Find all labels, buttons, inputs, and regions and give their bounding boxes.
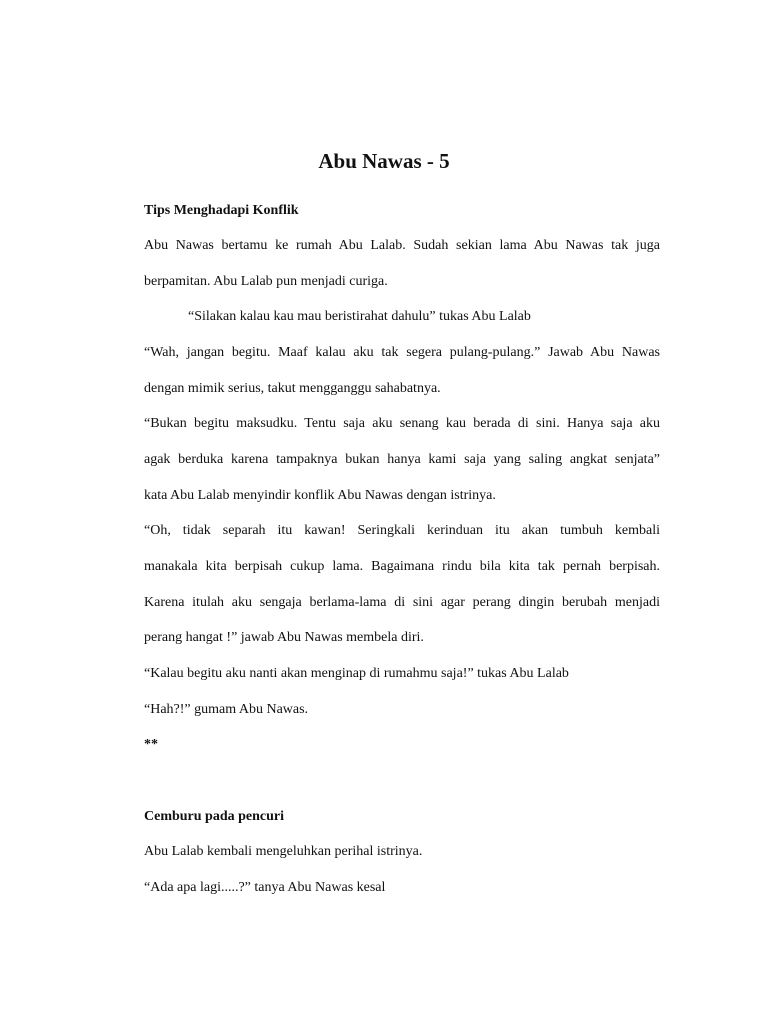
paragraph-line: “Wah, jangan begitu. Maaf kalau aku tak segera pulang-pulang.” Jawab Abu Nawas: [144, 345, 660, 360]
paragraph-line: Abu Lalab kembali mengeluhkan perihal istrinya.: [144, 844, 423, 859]
paragraph-line: “Hah?!” gumam Abu Nawas.: [144, 702, 309, 717]
document-title: Abu Nawas - 5: [318, 149, 450, 173]
paragraph-line: kata Abu Lalab menyindir konflik Abu Nawas dengan istrinya.: [144, 488, 496, 503]
section-separator: **: [144, 737, 158, 752]
paragraph-line: agak berduka karena tampaknya bukan hanya kami saja yang saling angkat senjata”: [144, 452, 660, 467]
paragraph-line: berpamitan. Abu Lalab pun menjadi curiga.: [144, 274, 388, 289]
section-heading: Tips Menghadapi Konflik: [144, 203, 299, 218]
paragraph-line: “Silakan kalau kau mau beristirahat dahulu” tukas Abu Lalab: [188, 309, 531, 324]
paragraph-line: Karena itulah aku sengaja berlama-lama di sini agar perang dingin berubah menjadi: [144, 595, 660, 610]
paragraph-line: dengan mimik serius, takut mengganggu sahabatnya.: [144, 381, 441, 396]
section-heading: Cemburu pada pencuri: [144, 809, 285, 824]
paragraph-line: “Kalau begitu aku nanti akan menginap di rumahmu saja!” tukas Abu Lalab: [144, 666, 569, 681]
paragraph-line: Abu Nawas bertamu ke rumah Abu Lalab. Sudah sekian lama Abu Nawas tak juga: [144, 238, 660, 253]
paragraph-line: “Oh, tidak separah itu kawan! Seringkali kerinduan itu akan tumbuh kembali: [144, 523, 660, 538]
paragraph-line: “Bukan begitu maksudku. Tentu saja aku senang kau berada di sini. Hanya saja aku: [144, 416, 660, 431]
paragraph-line: perang hangat !” jawab Abu Nawas membela diri.: [144, 630, 424, 645]
paragraph-line: “Ada apa lagi.....?” tanya Abu Nawas kesal: [144, 880, 386, 895]
paragraph-line: manakala kita berpisah cukup lama. Bagaimana rindu bila kita tak pernah berpisah.: [144, 559, 660, 574]
